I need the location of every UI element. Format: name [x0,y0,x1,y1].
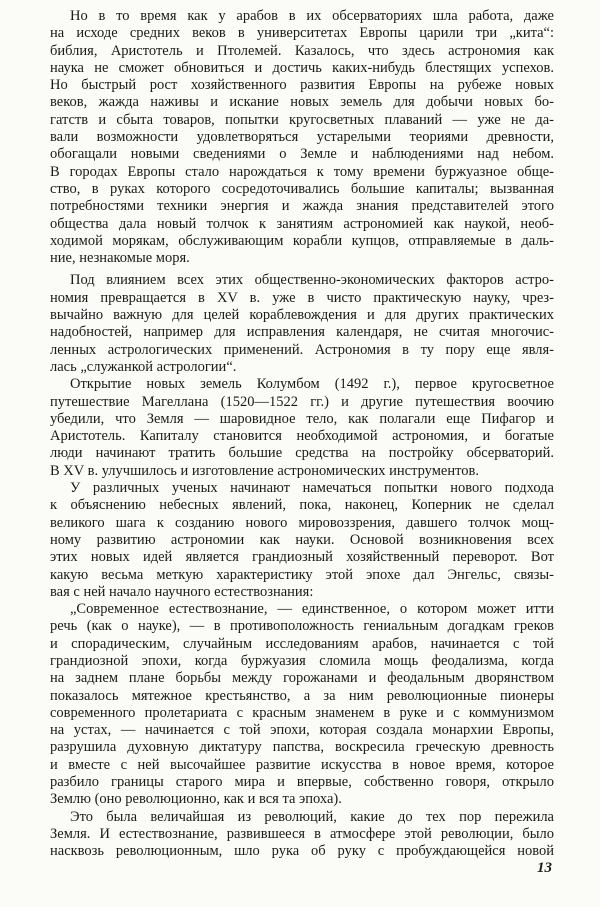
text-line: к объяснению небесных явлений, пока, наконец, Коперник не сделал [50,497,554,514]
text-line: разбило границы старого мира и впервые, собственно говоря, открыло [50,774,554,791]
text-line: обогащали новыми сведениями о Земле и наблюдениями над небом. [50,146,554,163]
text-line: на заднем плане борьбы между горожанами и феодальным дворянством [50,670,554,687]
text-line: насквозь революционным, шло рука об руку с пробуждающейся новой [50,843,554,860]
paragraph [50,272,554,376]
text-line: речь (как о науке), — в противоположность гениальным догадкам греков [50,618,554,635]
body-text [50,8,554,861]
text-line: Аристотель. Капиталу становится необходимой астрономия, и богатые [50,428,554,445]
text-line: великого шага к созданию нового мировоззрения, давшего толчок мощ- [50,514,554,531]
text-line: и спорадическим, случайным исследованиям арабов, начинается с той [50,635,554,652]
text-line: номия превращается в XV в. уже в чисто практическую науку, чрез- [50,289,554,306]
text-line: Но быстрый рост хозяйственного развития Европы на рубеже новых [50,77,554,94]
text-line: ходимой морякам, обслуживающим корабли купцов, отправляемые в даль- [50,232,554,249]
text-line: вали возможности удовлетворяться устарелыми теориями древности, [50,129,554,146]
text-line: ство, в руках которого сосредоточивались большие капиталы; вызванная [50,180,554,197]
text-line: какую весьма меткую характеристику этой эпохе дал Энгельс, связы- [50,566,554,583]
text-line: путешествие Магеллана (1520—1522 гг.) и другие путешествия воочию [50,393,554,410]
text-line: лась „служанкой астрологии“. [50,358,237,375]
text-line: Открытие новых земель Колумбом (1492 г.), первое кругосветное [70,376,554,393]
text-line: вычайно важную для целей кораблевождения и для других практических [50,307,554,324]
text-line: надобностей, например для исправления календаря, не считая многочис- [50,324,554,341]
text-line: наука не сможет обновиться и достичь каких-нибудь блестящих успехов. [50,59,554,76]
text-line: показалось мятежное крестьянство, а за ним революционные пионеры [50,687,554,704]
text-line: грандиозной эпохи, когда буржуазия сломила мощь феодализма, когда [50,652,554,669]
text-line: Это была величайшая из революций, какие до тех пор пережила [70,808,554,825]
text-line: Землю (оно революционно, как и вся та эпоха). [50,791,342,808]
text-line: люди начинают тратить большие средства на постройку обсерваторий. [50,445,554,462]
paragraph [50,809,554,861]
text-line: библия, Аристотель и Птолемей. Казалось, что здесь астрономия как [50,42,554,59]
paragraph [50,376,554,480]
page-number: 13 [537,860,552,876]
text-line: веков, жажда наживы и искание новых земель для добычи новых бо- [50,94,554,111]
paragraph [50,480,554,601]
text-line: общества дала новый толчок к занятиям астрономией как наукой, необ- [50,215,554,232]
text-line: ному развитию астрономии как науки. Основой возникновения всех [50,531,554,548]
text-line: ленных астрологических применений. Астрономия в ту пору еще явля- [50,341,554,358]
text-line: гатств и сбыта товаров, попытки кругосветных плаваний — уже не да- [50,111,554,128]
text-line: убедили, что Земля — шаровидное тело, как полагали еще Пифагор и [50,410,554,427]
text-line: В городах Европы стало нарождаться к тому времени буржуазное обще- [50,163,554,180]
text-line: на исходе средних веков в университетах Европы царили три „кита“: [50,25,554,42]
text-line: „Современное естествознание, — единственное, о котором может итти [70,601,554,618]
text-line: В XV в. улучшилось и изготовление астрономических инструментов. [50,462,479,479]
text-line: разрушила духовную диктатуру папства, воскресила греческую древность [50,739,554,756]
text-line: потребностями техники энергия и жажда знания представителей этого [50,198,554,215]
text-line: вая с ней начало научного естествознания: [50,583,314,600]
text-line: Земля. И естествознание, развившееся в атмосфере этой революции, было [50,825,554,842]
paragraph [50,601,554,809]
text-line: современного пролетариата с красным знаменем в руке и с коммунизмом [50,704,554,721]
text-line: на устах, — начинается с той эпохи, которая создала монархии Европы, [50,722,554,739]
paragraph [50,8,554,267]
text-line: Но в то время как у арабов в их обсерваториях шла работа, даже [70,8,554,24]
text-line: ние, незнакомые моря. [50,250,190,267]
text-line: этих новых идей является грандиозный хозяйственный переворот. Вот [50,549,554,566]
text-line: У различных ученых начинают намечаться попытки нового подхода [70,480,554,497]
text-line: и вместе с ней высочайшее развитие искусства в новое время, которое [50,756,554,773]
text-line: Под влиянием всех этих общественно-экономических факторов астро- [70,272,554,289]
